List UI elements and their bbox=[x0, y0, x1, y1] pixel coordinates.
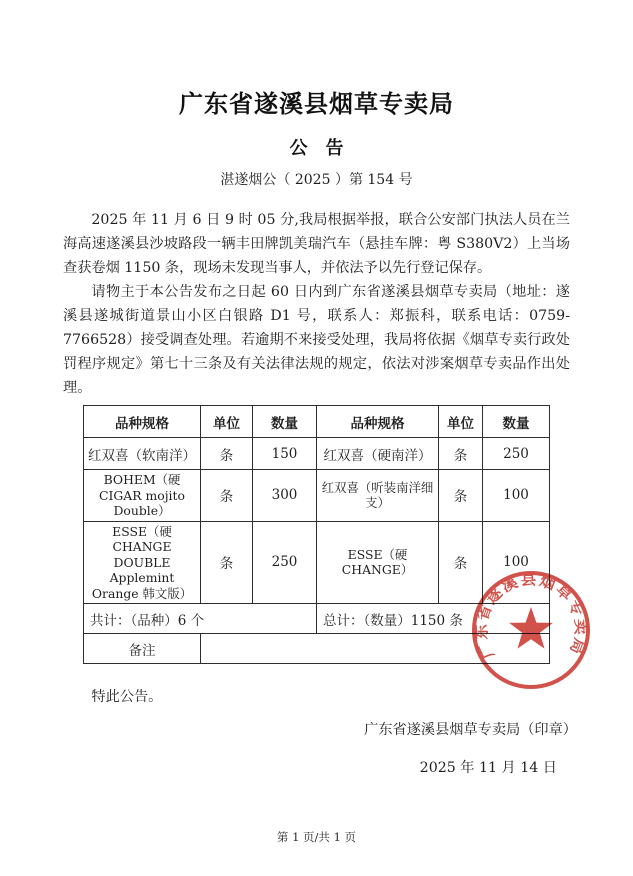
totals-row bbox=[84, 604, 550, 634]
paragraph-claim-notice: 请物主于本公告发布之日起 60 日内到广东省遂溪县烟草专卖局（地址：遂溪县遂城街道景山小区白银路 D1 号，联系人：郑振科，联系电话：0759-7766528）接受调查处理。若逾期不来接受处理，我局将依据《烟草专卖行政处罚程序规定》第七十三条及有关法律法规的规定，依法对涉案烟草专卖品作出处理。 bbox=[63, 284, 570, 396]
spec-cell: 红双喜（听装南洋细支） bbox=[317, 470, 439, 522]
closing-statement: 特此公告。 bbox=[91, 689, 163, 705]
page-number-footer: 第 1 页/共 1 页 bbox=[276, 830, 357, 844]
col-header-qty-right: 数量 bbox=[483, 406, 550, 438]
col-header-unit-left: 单位 bbox=[201, 406, 253, 438]
stamp-text: 广东省遂溪县烟草专卖局 bbox=[471, 569, 591, 662]
table-row bbox=[84, 470, 550, 522]
remark-value-cell bbox=[201, 634, 550, 664]
unit-cell: 条 bbox=[439, 470, 483, 522]
announcement-body bbox=[63, 208, 570, 400]
announcement-heading: 公 告 bbox=[289, 138, 344, 159]
quantity-total-cell: 总计：（数量）1150 条 bbox=[317, 604, 550, 634]
qty-cell: 250 bbox=[483, 438, 550, 470]
col-header-unit-right: 单位 bbox=[439, 406, 483, 438]
unit-cell: 条 bbox=[439, 521, 483, 604]
issuer-signature: 广东省遂溪县烟草专卖局（印章） bbox=[364, 722, 577, 738]
spec-cell: ESSE（硬 CHANGE DOUBLE Applemint Orange 韩文版） bbox=[84, 521, 201, 604]
species-total-cell: 共计：（品种）6 个 bbox=[84, 604, 317, 634]
seized-goods-table bbox=[83, 405, 550, 664]
unit-cell: 条 bbox=[201, 470, 253, 522]
unit-cell: 条 bbox=[439, 438, 483, 470]
qty-cell: 100 bbox=[483, 521, 550, 604]
paragraph-seizure: 2025 年 11 月 6 日 9 时 05 分,我局根据举报，联合公安部门执法人员在兰海高速遂溪县沙坡路段一辆丰田牌凯美瑞汽车（悬挂车牌：粤 S380V2）上当场查获卷烟 1150 条，现场未发现当事人，并依法予以先行登记保存。 bbox=[63, 212, 570, 276]
qty-cell: 300 bbox=[253, 470, 317, 522]
table-row bbox=[84, 521, 550, 604]
unit-cell: 条 bbox=[201, 521, 253, 604]
remark-row bbox=[84, 634, 550, 664]
qty-cell: 100 bbox=[483, 470, 550, 522]
col-header-qty-left: 数量 bbox=[253, 406, 317, 438]
col-header-spec-right: 品种规格 bbox=[317, 406, 439, 438]
qty-cell: 250 bbox=[253, 521, 317, 604]
unit-cell: 条 bbox=[201, 438, 253, 470]
spec-cell: BOHEM（硬 CIGAR mojito Double） bbox=[84, 470, 201, 522]
page-title: 广东省遂溪县烟草专卖局 bbox=[179, 89, 454, 118]
issue-date: 2025 年 11 月 14 日 bbox=[419, 760, 557, 776]
col-header-spec-left: 品种规格 bbox=[84, 406, 201, 438]
remark-label-cell: 备注 bbox=[84, 634, 201, 664]
table-header-row bbox=[84, 406, 550, 438]
document-number: 湛遂烟公（ 2025 ）第 154 号 bbox=[220, 172, 413, 188]
qty-cell: 150 bbox=[253, 438, 317, 470]
spec-cell: 红双喜（硬南洋） bbox=[317, 438, 439, 470]
table-row bbox=[84, 438, 550, 470]
spec-cell: ESSE（硬 CHANGE） bbox=[317, 521, 439, 604]
spec-cell: 红双喜（软南洋） bbox=[84, 438, 201, 470]
